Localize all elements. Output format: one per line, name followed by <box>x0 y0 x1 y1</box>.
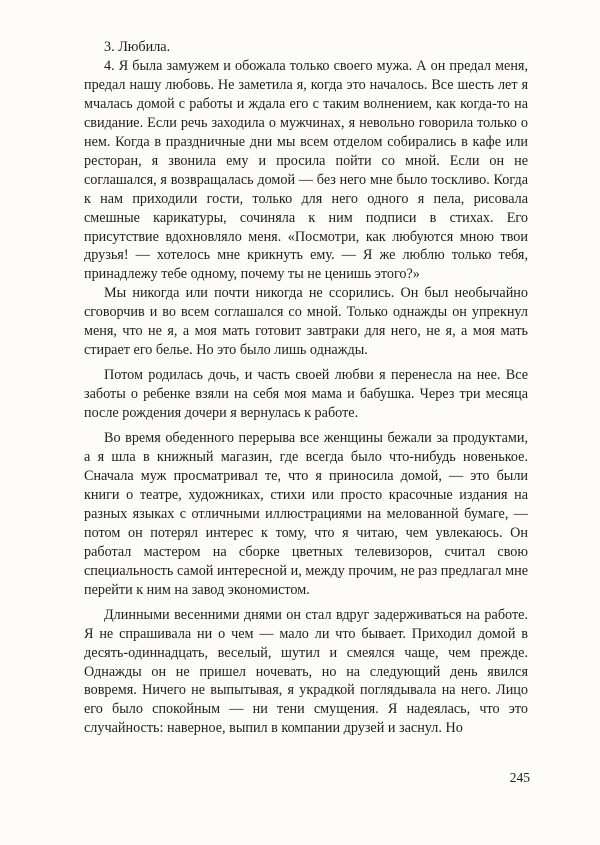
paragraph-spring-days: Длинными весенними днями он стал вдруг задерживаться на работе. Я не спрашивала ни о чем — мало ли что бывает. Приходил домой в десять-одиннадцать, веселый, шутил и смеялся чаще, чем прежде. Однажды он не пришел ночевать, но на следующий день явился вовремя. Ничего не выпытывая, я украдкой поглядывала на него. Лицо его было спокойным — ни тени смущения. Я надеялась, что это случайность: наверное, выпил в компании друзей и заснул. Но <box>84 606 528 737</box>
body-text <box>84 38 528 738</box>
paragraph-item-3: 3. Любила. <box>104 39 171 55</box>
paragraph-daughter: Потом родилась дочь, и часть своей любви я перенесла на нее. Все заботы о ребенке взяли на себя моя мама и бабушка. Через три месяца после рождения дочери я вернулась к работе. <box>84 367 528 422</box>
paragraph-quarrels: Мы никогда или почти никогда не ссорились. Он был необычайно сговорчив и во всем соглашался со мной. Только однажды он упрекнул меня, что не я, а моя мать готовит завтраки для него, не я, а моя мать стирает его белье. Но это было лишь однажды. <box>84 285 528 359</box>
paragraph-lunch-break: Во время обеденного перерыва все женщины бежали за продуктами, а я шла в книжный магазин, где всегда было что-нибудь новенькое. Сначала муж просматривал те, что я приносила домой, — это были книги о театре, художниках, стихи или просто красочные издания на разных языках с отличными иллюстрациями на мелованной бумаге, — потом он потерял интерес к тому, что я читаю, чем увлекаюсь. Он работал мастером на сборке цветных телевизоров, считал свою специальность самой интересной и, между прочим, не раз предлагал мне перейти к ним на завод экономистом. <box>84 430 528 598</box>
page-number: 245 <box>509 770 530 785</box>
paragraph-item-4: 4. Я была замужем и обожала только своего мужа. А он предал меня, предал нашу любовь. Не заметила я, когда это началось. Все шесть лет я мчалась домой с работы и ждала его с таким волнением, как когда-то на свидание. Если речь заходила о мужчинах, я невольно говорила только о нем. Когда в праздничные дни мы всем отделом собирались в кафе или ресторан, я звонила ему и просила пойти со мной. Если он не соглашался, я возвращалась домой — без него мне было тоскливо. Когда к нам приходили гости, только для него одного я пела, рисовала смешные карикатуры, сочиняла к ним подписи в стихах. Его присутствие вдохновляло меня. «Посмотри, как любуются мною твои друзья! — хотелось мне крикнуть ему. — Я же люблю только тебя, принадлежу тебе одному, почему ты не ценишь этого?» <box>84 57 528 283</box>
